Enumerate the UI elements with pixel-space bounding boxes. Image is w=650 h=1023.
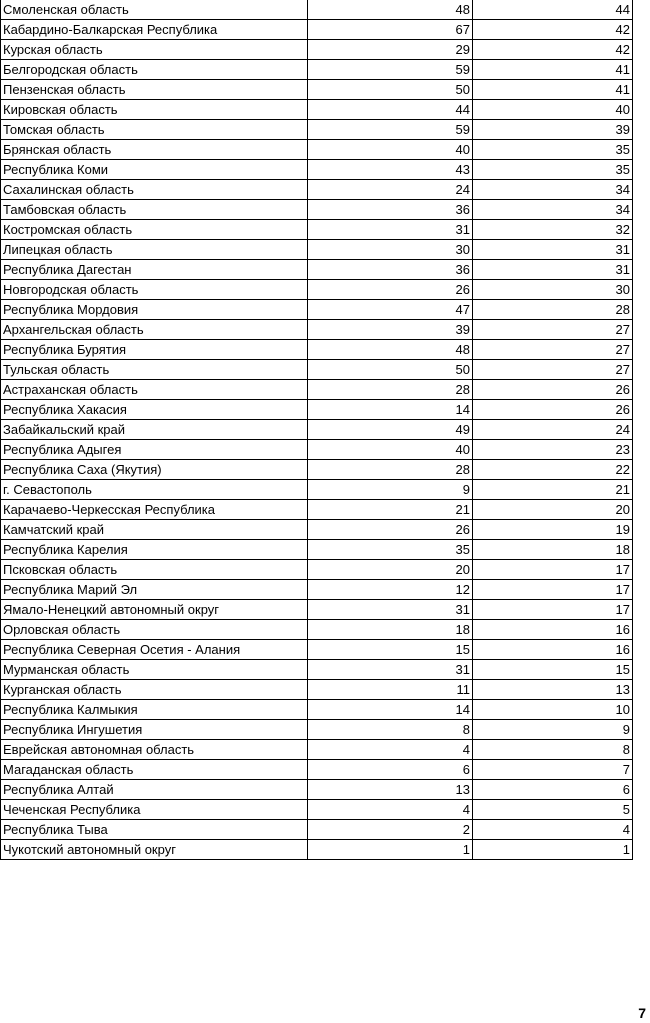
value-cell-first: 9 [308,480,473,500]
region-name-cell: Астраханская область [1,380,308,400]
value-cell-first: 14 [308,700,473,720]
regions-table-body [1,0,633,860]
value-cell-first: 1 [308,840,473,860]
table-row [1,660,633,680]
table-row [1,600,633,620]
value-cell-first: 31 [308,660,473,680]
value-cell-second: 13 [473,680,633,700]
value-cell-first: 14 [308,400,473,420]
value-cell-second: 35 [473,140,633,160]
value-cell-second: 27 [473,340,633,360]
table-row [1,780,633,800]
value-cell-first: 43 [308,160,473,180]
table-row [1,0,633,20]
value-cell-first: 36 [308,260,473,280]
value-cell-second: 19 [473,520,633,540]
value-cell-second: 7 [473,760,633,780]
value-cell-first: 59 [308,120,473,140]
value-cell-first: 44 [308,100,473,120]
table-row [1,340,633,360]
page-number: 7 [638,1005,646,1021]
value-cell-first: 50 [308,80,473,100]
table-row [1,720,633,740]
region-name-cell: Тульская область [1,360,308,380]
value-cell-second: 28 [473,300,633,320]
value-cell-second: 17 [473,560,633,580]
value-cell-first: 47 [308,300,473,320]
table-row [1,200,633,220]
value-cell-first: 49 [308,420,473,440]
value-cell-second: 35 [473,160,633,180]
table-row [1,320,633,340]
value-cell-second: 26 [473,400,633,420]
value-cell-first: 48 [308,0,473,20]
region-name-cell: Архангельская область [1,320,308,340]
value-cell-second: 40 [473,100,633,120]
table-row [1,280,633,300]
region-name-cell: Ямало-Ненецкий автономный округ [1,600,308,620]
value-cell-first: 4 [308,740,473,760]
value-cell-first: 59 [308,60,473,80]
value-cell-first: 28 [308,380,473,400]
value-cell-first: 67 [308,20,473,40]
table-row [1,40,633,60]
region-name-cell: Кабардино-Балкарская Республика [1,20,308,40]
region-name-cell: Карачаево-Черкесская Республика [1,500,308,520]
region-name-cell: Республика Карелия [1,540,308,560]
region-name-cell: Сахалинская область [1,180,308,200]
region-name-cell: Республика Коми [1,160,308,180]
value-cell-first: 18 [308,620,473,640]
region-name-cell: Республика Бурятия [1,340,308,360]
value-cell-second: 39 [473,120,633,140]
table-row [1,840,633,860]
value-cell-first: 2 [308,820,473,840]
value-cell-second: 44 [473,0,633,20]
value-cell-second: 31 [473,260,633,280]
value-cell-second: 5 [473,800,633,820]
table-row [1,60,633,80]
value-cell-second: 18 [473,540,633,560]
region-name-cell: Курганская область [1,680,308,700]
value-cell-first: 30 [308,240,473,260]
value-cell-second: 4 [473,820,633,840]
value-cell-first: 31 [308,600,473,620]
value-cell-first: 15 [308,640,473,660]
value-cell-second: 31 [473,240,633,260]
region-name-cell: Брянская область [1,140,308,160]
region-name-cell: Кировская область [1,100,308,120]
value-cell-second: 34 [473,200,633,220]
value-cell-first: 40 [308,140,473,160]
region-name-cell: Камчатский край [1,520,308,540]
region-name-cell: Псковская область [1,560,308,580]
table-row [1,460,633,480]
region-name-cell: Республика Марий Эл [1,580,308,600]
region-name-cell: Белгородская область [1,60,308,80]
value-cell-first: 24 [308,180,473,200]
region-name-cell: Республика Дагестан [1,260,308,280]
region-name-cell: Республика Северная Осетия - Алания [1,640,308,660]
value-cell-second: 1 [473,840,633,860]
value-cell-first: 35 [308,540,473,560]
value-cell-second: 23 [473,440,633,460]
region-name-cell: Чукотский автономный округ [1,840,308,860]
value-cell-first: 39 [308,320,473,340]
region-name-cell: Чеченская Республика [1,800,308,820]
table-row [1,620,633,640]
value-cell-second: 15 [473,660,633,680]
value-cell-second: 6 [473,780,633,800]
table-row [1,500,633,520]
value-cell-first: 48 [308,340,473,360]
table-row [1,480,633,500]
table-row [1,800,633,820]
region-name-cell: Курская область [1,40,308,60]
value-cell-first: 31 [308,220,473,240]
table-row [1,400,633,420]
value-cell-first: 26 [308,280,473,300]
value-cell-first: 40 [308,440,473,460]
table-row [1,140,633,160]
value-cell-first: 29 [308,40,473,60]
table-row [1,100,633,120]
value-cell-second: 34 [473,180,633,200]
region-name-cell: Республика Тыва [1,820,308,840]
table-row [1,700,633,720]
value-cell-first: 4 [308,800,473,820]
table-row [1,560,633,580]
value-cell-second: 8 [473,740,633,760]
value-cell-first: 50 [308,360,473,380]
region-name-cell: Костромская область [1,220,308,240]
value-cell-first: 6 [308,760,473,780]
value-cell-second: 42 [473,20,633,40]
table-row [1,240,633,260]
region-name-cell: Пензенская область [1,80,308,100]
table-row [1,680,633,700]
region-name-cell: Липецкая область [1,240,308,260]
table-row [1,540,633,560]
value-cell-second: 9 [473,720,633,740]
table-row [1,120,633,140]
table-row [1,640,633,660]
region-name-cell: Орловская область [1,620,308,640]
region-name-cell: Магаданская область [1,760,308,780]
value-cell-first: 20 [308,560,473,580]
value-cell-second: 26 [473,380,633,400]
region-name-cell: Томская область [1,120,308,140]
value-cell-second: 27 [473,360,633,380]
table-row [1,380,633,400]
table-row [1,520,633,540]
value-cell-first: 12 [308,580,473,600]
region-name-cell: Забайкальский край [1,420,308,440]
table-row [1,80,633,100]
value-cell-second: 27 [473,320,633,340]
table-row [1,180,633,200]
table-row [1,760,633,780]
value-cell-second: 16 [473,620,633,640]
value-cell-first: 26 [308,520,473,540]
value-cell-second: 41 [473,60,633,80]
region-name-cell: Республика Хакасия [1,400,308,420]
region-name-cell: Еврейская автономная область [1,740,308,760]
table-row [1,580,633,600]
value-cell-second: 10 [473,700,633,720]
table-row [1,260,633,280]
table-row [1,740,633,760]
value-cell-second: 17 [473,600,633,620]
table-row [1,20,633,40]
region-name-cell: Тамбовская область [1,200,308,220]
value-cell-first: 36 [308,200,473,220]
region-name-cell: Смоленская область [1,0,308,20]
value-cell-second: 16 [473,640,633,660]
value-cell-second: 17 [473,580,633,600]
value-cell-first: 8 [308,720,473,740]
value-cell-second: 22 [473,460,633,480]
table-row [1,820,633,840]
value-cell-second: 41 [473,80,633,100]
table-row [1,220,633,240]
region-name-cell: Республика Адыгея [1,440,308,460]
value-cell-first: 11 [308,680,473,700]
value-cell-second: 20 [473,500,633,520]
table-row [1,440,633,460]
value-cell-second: 42 [473,40,633,60]
table-row [1,420,633,440]
value-cell-second: 32 [473,220,633,240]
region-name-cell: Республика Алтай [1,780,308,800]
value-cell-first: 21 [308,500,473,520]
value-cell-first: 13 [308,780,473,800]
value-cell-second: 21 [473,480,633,500]
region-name-cell: Мурманская область [1,660,308,680]
table-row [1,360,633,380]
value-cell-first: 28 [308,460,473,480]
region-name-cell: Республика Калмыкия [1,700,308,720]
table-row [1,160,633,180]
value-cell-second: 24 [473,420,633,440]
region-name-cell: Республика Мордовия [1,300,308,320]
region-name-cell: Республика Саха (Якутия) [1,460,308,480]
region-name-cell: Республика Ингушетия [1,720,308,740]
table-row [1,300,633,320]
value-cell-second: 30 [473,280,633,300]
region-name-cell: Новгородская область [1,280,308,300]
region-name-cell: г. Севастополь [1,480,308,500]
